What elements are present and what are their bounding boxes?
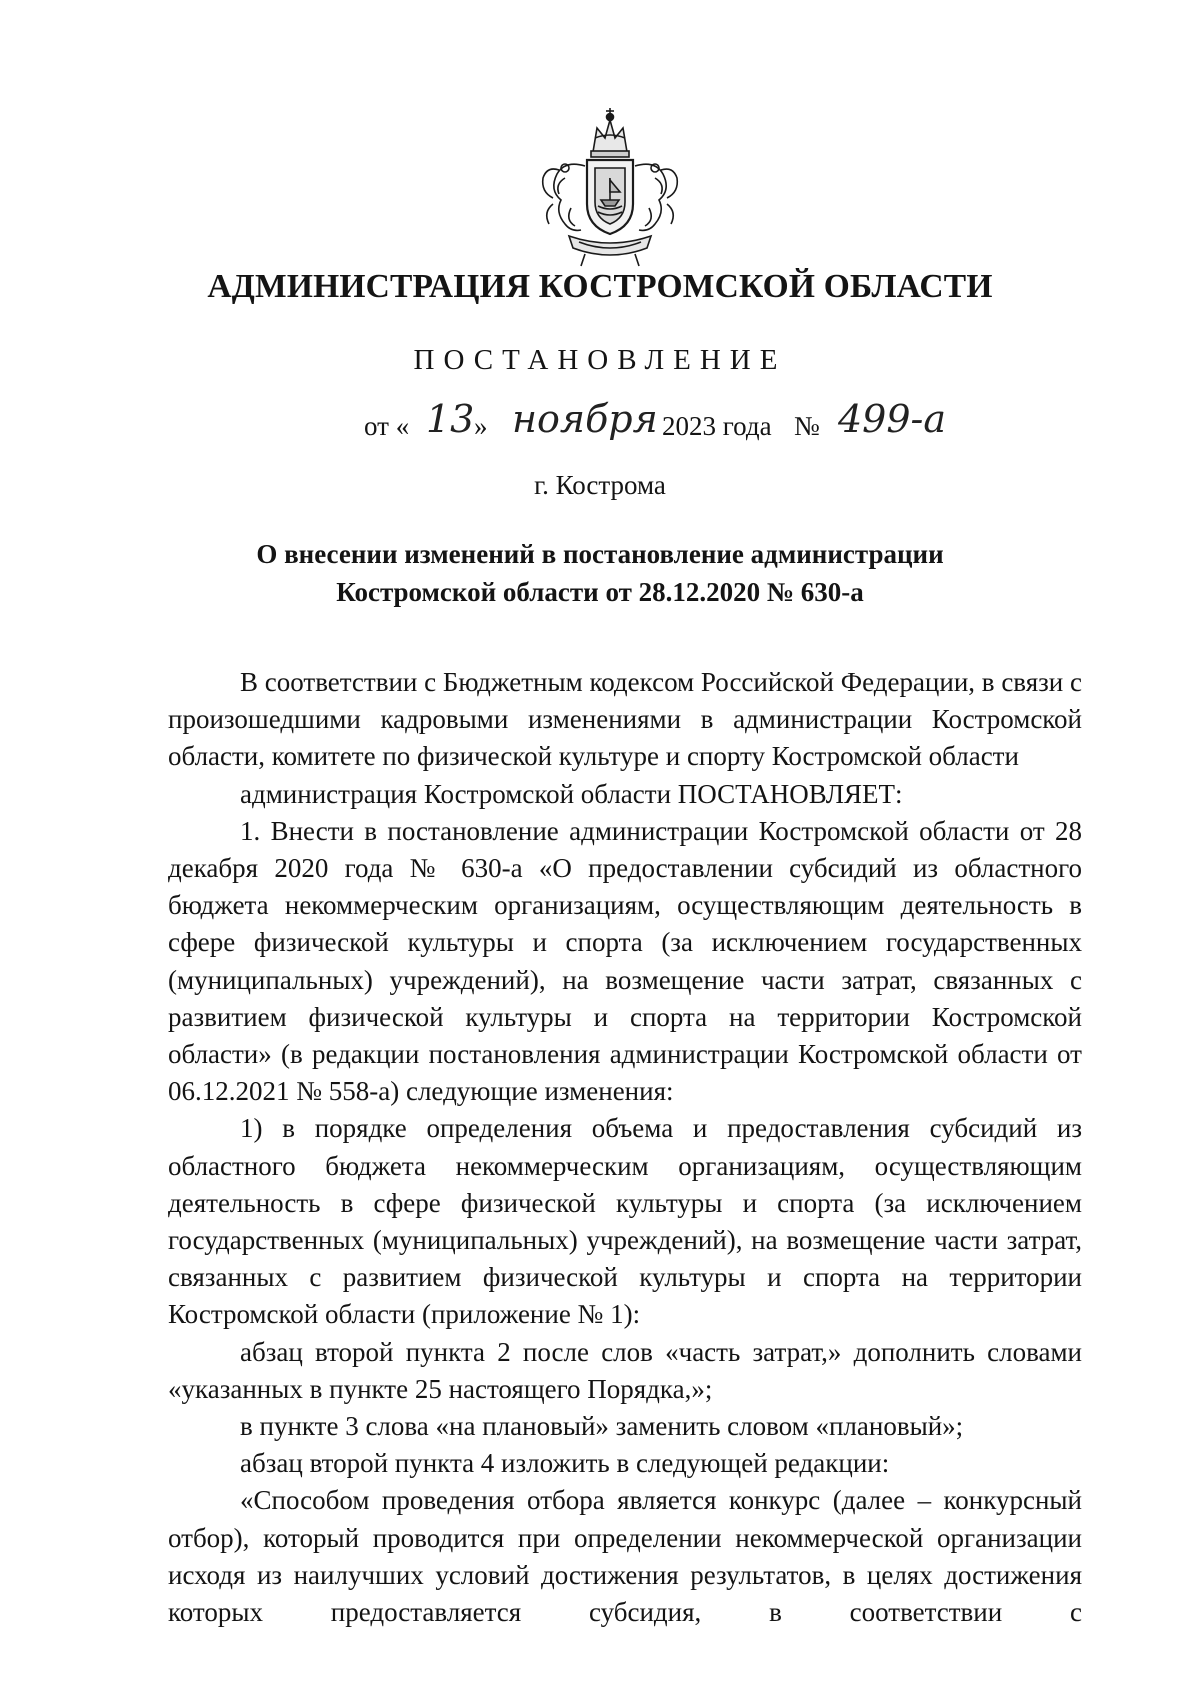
kostroma-oblast-coat-of-arms-icon (535, 108, 685, 268)
body-paragraph: администрация Костромской области ПОСТАНОВЛЯЕТ: (240, 778, 903, 809)
body-paragraph: «Способом проведения отбора является конкурс (далее – конкурсный отбор), который проводится при определении некоммерческой организации исходя из наилучших условий достижения результатов, в целях достижения которых предоставляется субсидия, в соответствии с (168, 1485, 1082, 1628)
document-type: ПОСТАНОВЛЕНИЕ (413, 344, 787, 376)
handwritten-day: 13 (426, 397, 475, 441)
number-sign: № (794, 411, 820, 441)
body-paragraph: 1. Внести в постановление администрации Костромской области от 28 декабря 2020 года № 630-а «О предоставлении субсидий из областного бюджета некоммерческим организациям, осуществляющим деятельность в сфере физической культуры и спорта (за исключением государственных (муниципальных) учреждений), на возмещение части затрат, связанных с развитием физической культуры и спорта на территории Костромской области» (в редакции постановления администрации Костромской области от 06.12.2021 № 558-а) следующие изменения: (168, 815, 1082, 1107)
city-line: г. Кострома (534, 470, 666, 500)
body-paragraph: абзац второй пункта 2 после слов «часть затрат,» дополнить словами «указанных в пункте 25 настоящего Порядка,»; (168, 1336, 1082, 1404)
date-year: 2023 года (662, 411, 772, 441)
body-paragraph: абзац второй пункта 4 изложить в следующей редакции: (240, 1448, 890, 1479)
document-subject (160, 535, 1040, 611)
subject-line-1: О внесении изменений в постановление администрации (256, 539, 944, 569)
date-prefix: от « (364, 411, 410, 441)
handwritten-number: 499-а (838, 397, 947, 441)
body-paragraph: В соответствии с Бюджетным кодексом Российской Федерации, в связи с произошедшими кадровыми изменениями в администрации Костромской области, комитете по физической культуре и спорту Костромской области (168, 667, 1082, 772)
document-body (168, 664, 1082, 1631)
organization-title: АДМИНИСТРАЦИЯ КОСТРОМСКОЙ ОБЛАСТИ (207, 268, 993, 305)
body-paragraph: 1) в порядке определения объема и предоставления субсидий из областного бюджета некоммерческим организациям, осуществляющим деятельность в сфере физической культуры и спорта (за исключением государственных (муниципальных) учреждений), на возмещение части затрат, связанных с развитием физической культуры и спорта на территории Костромской области (приложение № 1): (168, 1113, 1082, 1330)
date-number-line (364, 397, 1084, 459)
body-paragraph: в пункте 3 слова «на плановый» заменить словом «плановый»; (240, 1411, 964, 1442)
date-quote-close: » (474, 411, 488, 441)
handwritten-month: ноября (512, 397, 658, 441)
subject-line-2: Костромской области от 28.12.2020 № 630-а (336, 577, 864, 607)
